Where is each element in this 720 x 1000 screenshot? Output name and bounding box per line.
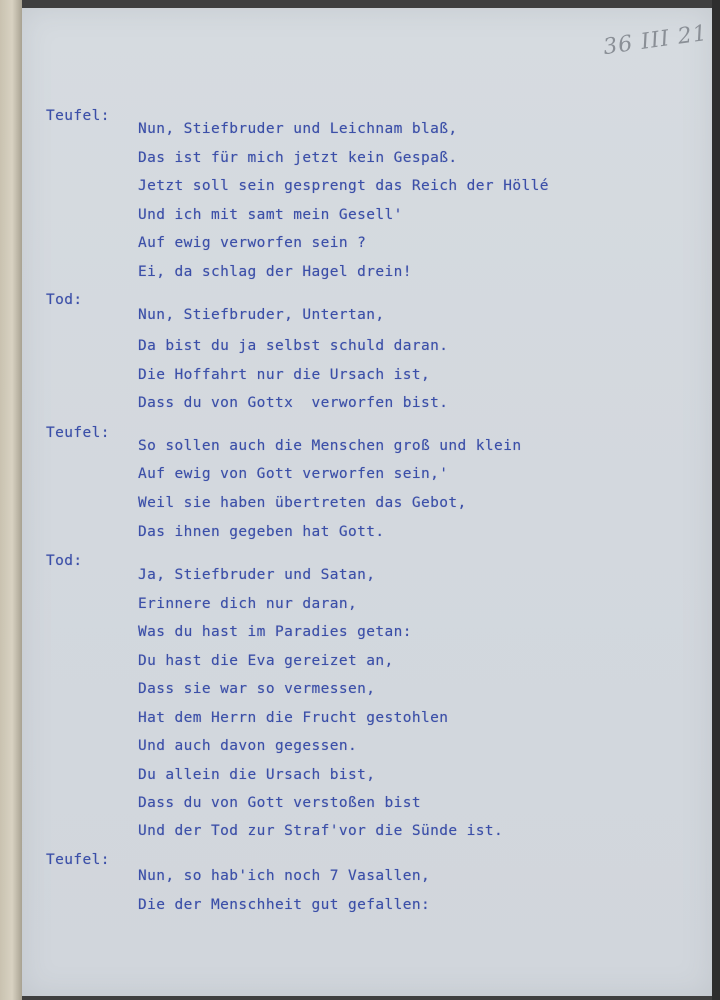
verse-line: Nun, Stiefbruder, Untertan, (138, 307, 385, 323)
verse-line: Hat dem Herrn die Frucht gestohlen (138, 710, 449, 726)
verse-line: Jetzt soll sein gesprengt das Reich der Höllé (138, 178, 549, 194)
verse-line: Das ist für mich jetzt kein Gespaß. (138, 150, 458, 166)
verse-line: Und der Tod zur Straf'vor die Sünde ist. (138, 823, 504, 839)
page-edge (712, 0, 720, 1000)
verse-line: Da bist du ja selbst schuld daran. (138, 338, 449, 354)
page-binding (0, 0, 22, 1000)
speaker-label: Tod: (46, 553, 83, 569)
verse-line: Dass sie war so vermessen, (138, 681, 376, 697)
verse-line: So sollen auch die Menschen groß und klein (138, 438, 522, 454)
verse-line: Weil sie haben übertreten das Gebot, (138, 495, 467, 511)
verse-line: Nun, Stiefbruder und Leichnam blaß, (138, 121, 458, 137)
verse-line: Dass du von Gottx verworfen bist. (138, 395, 449, 411)
verse-line: Ei, da schlag der Hagel drein! (138, 264, 412, 280)
verse-line: Was du hast im Paradies getan: (138, 624, 412, 640)
verse-line: Auf ewig verworfen sein ? (138, 235, 367, 251)
verse-line: Ja, Stiefbruder und Satan, (138, 567, 376, 583)
verse-line: Auf ewig von Gott verworfen sein,' (138, 466, 449, 482)
speaker-label: Teufel: (46, 108, 110, 124)
verse-line: Du allein die Ursach bist, (138, 767, 376, 783)
verse-line: Dass du von Gott verstoßen bist (138, 795, 422, 811)
verse-line: Und ich mit samt mein Gesell' (138, 207, 403, 223)
speaker-label: Teufel: (46, 852, 110, 868)
verse-line: Die Hoffahrt nur die Ursach ist, (138, 367, 431, 383)
folio-number: 36 III 21 (601, 20, 710, 61)
verse-line: Erinnere dich nur daran, (138, 596, 358, 612)
verse-line: Nun, so hab'ich noch 7 Vasallen, (138, 868, 431, 884)
speaker-label: Teufel: (46, 425, 110, 441)
verse-line: Du hast die Eva gereizet an, (138, 653, 394, 669)
verse-line: Das ihnen gegeben hat Gott. (138, 524, 385, 540)
verse-line: Und auch davon gegessen. (138, 738, 358, 754)
speaker-label: Tod: (46, 292, 83, 308)
verse-line: Die der Menschheit gut gefallen: (138, 897, 431, 913)
